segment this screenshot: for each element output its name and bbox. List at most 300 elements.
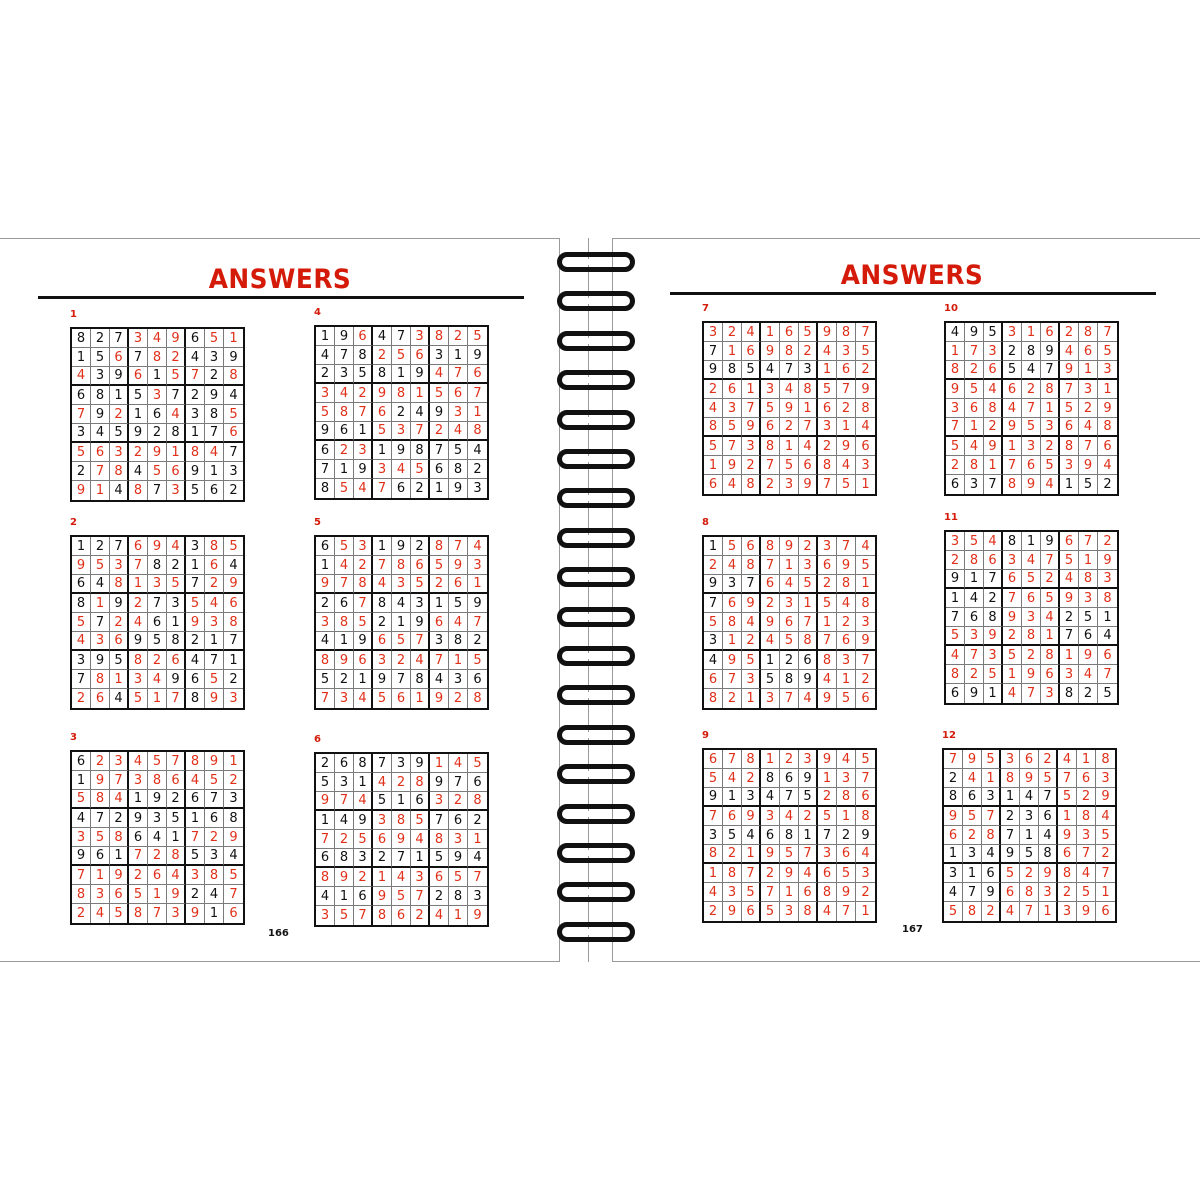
grid-cell: 4	[780, 575, 799, 594]
grid-cell: 9	[72, 847, 91, 866]
grid-cell: 9	[148, 443, 167, 462]
grid-cell: 7	[1039, 788, 1058, 807]
grid-cell: 6	[1098, 437, 1117, 456]
grid-cell: 4	[761, 632, 780, 651]
grid-cell: 5	[411, 460, 430, 479]
grid-cell: 3	[392, 422, 411, 441]
grid-cell: 5	[148, 462, 167, 481]
grid-cell: 8	[944, 788, 963, 807]
grid-cell: 3	[946, 399, 965, 418]
grid-cell: 4	[392, 868, 411, 887]
grid-cell: 4	[723, 769, 742, 788]
grid-cell: 4	[392, 460, 411, 479]
grid-cell: 8	[818, 456, 837, 475]
grid-cell: 1	[818, 769, 837, 788]
grid-cell: 5	[1096, 826, 1115, 845]
grid-cell: 1	[411, 384, 430, 403]
grid-cell: 1	[468, 575, 487, 594]
grid-cell: 5	[148, 632, 167, 651]
grid-cell: 2	[411, 906, 430, 925]
grid-cell: 6	[129, 537, 148, 556]
grid-cell: 4	[723, 475, 742, 494]
grid-cell: 5	[1020, 845, 1039, 864]
grid-cell: 2	[1003, 342, 1022, 361]
grid-cell: 5	[837, 475, 856, 494]
grid-cell: 2	[129, 594, 148, 613]
left-title-rule	[38, 296, 524, 299]
grid-cell: 5	[837, 689, 856, 708]
grid-cell: 2	[129, 866, 148, 885]
grid-cell: 3	[1096, 769, 1115, 788]
grid-cell: 6	[72, 386, 91, 405]
grid-cell: 7	[1003, 456, 1022, 475]
grid-cell: 4	[984, 380, 1003, 399]
grid-cell: 3	[354, 849, 373, 868]
grid-cell: 5	[167, 809, 186, 828]
grid-cell: 1	[837, 807, 856, 826]
grid-cell: 4	[148, 670, 167, 689]
grid-cell: 3	[1079, 380, 1098, 399]
grid-cell: 3	[148, 575, 167, 594]
binding-ring	[557, 291, 635, 311]
grid-cell: 2	[856, 670, 875, 689]
grid-cell: 8	[1060, 437, 1079, 456]
grid-cell: 8	[72, 885, 91, 904]
sudoku-grid	[944, 530, 1119, 705]
grid-cell: 9	[1022, 665, 1041, 684]
grid-cell: 1	[799, 594, 818, 613]
grid-cell: 8	[392, 384, 411, 403]
grid-cell: 2	[704, 902, 723, 921]
grid-cell: 3	[1077, 826, 1096, 845]
grid-cell: 6	[224, 594, 243, 613]
grid-cell: 7	[1041, 551, 1060, 570]
grid-cell: 5	[129, 386, 148, 405]
grid-cell: 8	[761, 437, 780, 456]
grid-cell: 4	[856, 537, 875, 556]
grid-cell: 5	[449, 441, 468, 460]
grid-cell: 2	[1079, 684, 1098, 703]
grid-cell: 1	[224, 329, 243, 348]
grid-cell: 2	[205, 828, 224, 847]
grid-cell: 1	[373, 537, 392, 556]
grid-cell: 3	[1041, 684, 1060, 703]
grid-cell: 1	[354, 422, 373, 441]
grid-cell: 8	[723, 361, 742, 380]
grid-cell: 5	[982, 750, 1001, 769]
grid-cell: 9	[468, 346, 487, 365]
grid-cell: 3	[205, 613, 224, 632]
grid-cell: 2	[799, 537, 818, 556]
grid-cell: 3	[742, 437, 761, 456]
grid-cell: 2	[411, 479, 430, 498]
grid-cell: 8	[205, 405, 224, 424]
grid-cell: 6	[186, 670, 205, 689]
grid-cell: 8	[837, 575, 856, 594]
grid-cell: 5	[704, 613, 723, 632]
grid-cell: 5	[856, 342, 875, 361]
grid-cell: 3	[373, 460, 392, 479]
grid-cell: 3	[1039, 883, 1058, 902]
grid-cell: 5	[72, 790, 91, 809]
grid-cell: 5	[944, 902, 963, 921]
grid-cell: 8	[856, 594, 875, 613]
grid-cell: 2	[799, 342, 818, 361]
grid-cell: 8	[963, 902, 982, 921]
grid-cell: 9	[167, 329, 186, 348]
grid-cell: 1	[1022, 323, 1041, 342]
grid-cell: 8	[316, 651, 335, 670]
grid-cell: 3	[818, 845, 837, 864]
grid-cell: 1	[224, 752, 243, 771]
grid-cell: 7	[837, 537, 856, 556]
grid-cell: 7	[148, 481, 167, 500]
grid-cell: 3	[316, 906, 335, 925]
grid-cell: 3	[723, 575, 742, 594]
grid-cell: 8	[224, 613, 243, 632]
grid-cell: 1	[392, 613, 411, 632]
grid-cell: 8	[72, 594, 91, 613]
grid-cell: 4	[373, 575, 392, 594]
grid-cell: 8	[205, 537, 224, 556]
grid-cell: 3	[473, 481, 482, 496]
grid-cell: 9	[856, 380, 875, 399]
grid-cell: 2	[1077, 788, 1096, 807]
grid-cell: 2	[392, 773, 411, 792]
grid-cell: 8	[742, 750, 761, 769]
grid-cell: 4	[944, 883, 963, 902]
sudoku-grid	[70, 750, 245, 925]
grid-cell: 4	[411, 830, 430, 849]
grid-cell: 9	[1022, 475, 1041, 494]
grid-cell: 1	[982, 769, 1001, 788]
grid-cell: 2	[316, 754, 335, 773]
binding-ring	[557, 607, 635, 627]
puzzle-number: 3	[70, 732, 77, 743]
binding-ring	[557, 685, 635, 705]
grid-cell: 7	[354, 403, 373, 422]
grid-cell: 6	[1058, 845, 1077, 864]
grid-cell: 8	[473, 691, 482, 706]
grid-cell: 3	[335, 689, 354, 708]
grid-cell: 9	[1098, 551, 1117, 570]
grid-cell: 6	[946, 684, 965, 703]
grid-cell: 2	[468, 632, 487, 651]
grid-cell: 7	[110, 329, 129, 348]
grid-cell: 3	[946, 532, 965, 551]
grid-cell: 4	[167, 405, 186, 424]
grid-cell: 2	[110, 613, 129, 632]
grid-cell: 7	[837, 902, 856, 921]
grid-cell: 1	[430, 754, 449, 773]
binding-ring	[557, 725, 635, 745]
grid-cell: 8	[148, 771, 167, 790]
grid-cell: 8	[167, 847, 186, 866]
grid-cell: 5	[205, 771, 224, 790]
grid-cell: 2	[1098, 532, 1117, 551]
grid-cell: 7	[205, 651, 224, 670]
grid-cell: 5	[205, 670, 224, 689]
grid-cell: 6	[1060, 532, 1079, 551]
grid-cell: 1	[316, 556, 335, 575]
right-page-title: ANSWERS	[840, 260, 984, 291]
grid-cell: 1	[1001, 788, 1020, 807]
grid-cell: 1	[780, 556, 799, 575]
grid-cell: 3	[411, 594, 430, 613]
grid-cell: 1	[963, 864, 982, 883]
grid-cell: 9	[704, 361, 723, 380]
grid-cell: 4	[1079, 665, 1098, 684]
grid-cell: 3	[186, 537, 205, 556]
grid-cell: 3	[965, 475, 984, 494]
grid-cell: 7	[167, 689, 186, 708]
grid-cell: 3	[965, 627, 984, 646]
grid-cell: 4	[205, 594, 224, 613]
grid-cell: 8	[335, 849, 354, 868]
grid-cell: 7	[818, 475, 837, 494]
grid-cell: 8	[148, 348, 167, 367]
grid-cell: 3	[468, 887, 487, 906]
grid-cell: 5	[468, 327, 487, 346]
grid-cell: 5	[818, 807, 837, 826]
grid-cell: 3	[129, 771, 148, 790]
grid-cell: 7	[799, 613, 818, 632]
grid-cell: 4	[167, 866, 186, 885]
grid-cell: 9	[946, 380, 965, 399]
grid-cell: 4	[167, 537, 186, 556]
sudoku-grid	[942, 748, 1117, 923]
grid-cell: 4	[186, 651, 205, 670]
grid-cell: 6	[468, 670, 487, 689]
grid-cell: 8	[837, 323, 856, 342]
grid-cell: 4	[354, 792, 373, 811]
grid-cell: 8	[799, 380, 818, 399]
grid-cell: 5	[468, 754, 487, 773]
grid-cell: 4	[430, 365, 449, 384]
grid-cell: 9	[354, 632, 373, 651]
grid-cell: 9	[1079, 646, 1098, 665]
grid-cell: 1	[335, 887, 354, 906]
grid-cell: 2	[1039, 750, 1058, 769]
grid-cell: 5	[723, 418, 742, 437]
sudoku-grid	[314, 535, 489, 710]
grid-cell: 8	[1058, 864, 1077, 883]
grid-cell: 4	[1022, 551, 1041, 570]
grid-cell: 7	[430, 651, 449, 670]
grid-cell: 7	[373, 754, 392, 773]
grid-cell: 4	[1058, 750, 1077, 769]
grid-cell: 9	[373, 384, 392, 403]
grid-cell: 5	[354, 365, 373, 384]
grid-cell: 8	[335, 403, 354, 422]
grid-cell: 8	[167, 424, 186, 443]
grid-cell: 8	[316, 868, 335, 887]
grid-cell: 4	[818, 902, 837, 921]
grid-cell: 9	[129, 632, 148, 651]
grid-cell: 9	[1039, 864, 1058, 883]
grid-cell: 9	[1058, 826, 1077, 845]
grid-cell: 5	[965, 380, 984, 399]
grid-cell: 4	[1003, 399, 1022, 418]
grid-cell: 2	[72, 904, 91, 923]
grid-cell: 2	[1022, 380, 1041, 399]
grid-cell: 9	[186, 904, 205, 923]
grid-cell: 6	[373, 632, 392, 651]
grid-cell: 9	[72, 556, 91, 575]
grid-cell: 6	[449, 575, 468, 594]
grid-cell: 1	[373, 868, 392, 887]
grid-cell: 1	[1022, 532, 1041, 551]
grid-cell: 8	[224, 367, 243, 386]
grid-cell: 6	[1003, 570, 1022, 589]
grid-cell: 9	[354, 811, 373, 830]
grid-cell: 9	[224, 575, 243, 594]
grid-cell: 5	[411, 811, 430, 830]
grid-cell: 7	[167, 386, 186, 405]
grid-cell: 1	[110, 847, 129, 866]
grid-cell: 4	[1041, 475, 1060, 494]
grid-cell: 9	[965, 684, 984, 703]
grid-cell: 9	[411, 613, 430, 632]
grid-cell: 5	[224, 866, 243, 885]
puzzle-number: 7	[702, 303, 709, 314]
grid-cell: 2	[186, 386, 205, 405]
grid-cell: 7	[1098, 323, 1117, 342]
grid-cell: 2	[449, 792, 468, 811]
puzzle-number: 10	[944, 303, 958, 314]
grid-cell: 6	[449, 811, 468, 830]
grid-cell: 7	[761, 456, 780, 475]
grid-cell: 1	[965, 570, 984, 589]
grid-cell: 6	[861, 691, 870, 706]
grid-cell: 8	[430, 537, 449, 556]
grid-cell: 5	[224, 405, 243, 424]
grid-cell: 7	[761, 883, 780, 902]
grid-cell: 3	[1020, 807, 1039, 826]
grid-cell: 3	[1003, 551, 1022, 570]
grid-cell: 7	[72, 670, 91, 689]
grid-cell: 3	[1098, 570, 1117, 589]
grid-cell: 3	[110, 443, 129, 462]
puzzle-number: 11	[944, 512, 958, 523]
grid-cell: 6	[818, 399, 837, 418]
grid-cell: 6	[1001, 883, 1020, 902]
grid-cell: 7	[780, 361, 799, 380]
grid-cell: 5	[723, 826, 742, 845]
grid-cell: 9	[148, 537, 167, 556]
grid-cell: 7	[186, 575, 205, 594]
grid-cell: 1	[780, 883, 799, 902]
binding-ring	[557, 882, 635, 902]
grid-cell: 9	[1020, 769, 1039, 788]
grid-cell: 9	[723, 651, 742, 670]
grid-cell: 5	[837, 864, 856, 883]
grid-cell: 2	[411, 537, 430, 556]
grid-cell: 5	[354, 830, 373, 849]
grid-cell: 6	[818, 864, 837, 883]
grid-cell: 3	[354, 537, 373, 556]
grid-cell: 9	[91, 771, 110, 790]
grid-cell: 7	[1041, 361, 1060, 380]
grid-cell: 4	[72, 367, 91, 386]
grid-cell: 7	[856, 651, 875, 670]
grid-cell: 4	[148, 329, 167, 348]
grid-cell: 5	[1041, 456, 1060, 475]
grid-cell: 1	[72, 771, 91, 790]
grid-cell: 9	[723, 902, 742, 921]
grid-cell: 6	[392, 479, 411, 498]
grid-cell: 8	[1022, 627, 1041, 646]
grid-cell: 8	[430, 327, 449, 346]
grid-cell: 9	[373, 887, 392, 906]
grid-cell: 3	[818, 418, 837, 437]
grid-cell: 9	[449, 556, 468, 575]
grid-cell: 3	[72, 651, 91, 670]
grid-cell: 5	[963, 807, 982, 826]
grid-cell: 1	[72, 537, 91, 556]
grid-cell: 6	[72, 575, 91, 594]
grid-cell: 9	[449, 849, 468, 868]
grid-cell: 3	[963, 845, 982, 864]
grid-cell: 2	[799, 807, 818, 826]
grid-cell: 4	[205, 885, 224, 904]
grid-cell: 7	[148, 594, 167, 613]
grid-cell: 3	[186, 405, 205, 424]
grid-cell: 2	[354, 868, 373, 887]
puzzle-number: 8	[702, 517, 709, 528]
grid-cell: 7	[1001, 826, 1020, 845]
grid-cell: 5	[761, 902, 780, 921]
grid-cell: 1	[1077, 750, 1096, 769]
grid-cell: 8	[148, 556, 167, 575]
grid-cell: 9	[91, 651, 110, 670]
binding-ring	[557, 410, 635, 430]
grid-cell: 3	[411, 868, 430, 887]
grid-cell: 7	[148, 904, 167, 923]
grid-cell: 9	[837, 883, 856, 902]
grid-cell: 1	[861, 904, 870, 919]
grid-cell: 6	[224, 424, 243, 443]
grid-cell: 7	[1060, 380, 1079, 399]
grid-cell: 8	[965, 551, 984, 570]
grid-cell: 9	[1003, 418, 1022, 437]
grid-cell: 7	[411, 422, 430, 441]
grid-cell: 1	[373, 441, 392, 460]
grid-cell: 6	[723, 594, 742, 613]
grid-cell: 2	[742, 456, 761, 475]
grid-cell: 1	[837, 418, 856, 437]
grid-cell: 8	[1003, 475, 1022, 494]
grid-cell: 3	[944, 864, 963, 883]
grid-cell: 8	[430, 830, 449, 849]
grid-cell: 8	[224, 809, 243, 828]
grid-cell: 4	[742, 826, 761, 845]
grid-cell: 2	[335, 441, 354, 460]
grid-cell: 6	[1079, 342, 1098, 361]
grid-cell: 1	[110, 670, 129, 689]
grid-cell: 4	[1098, 627, 1117, 646]
grid-cell: 6	[91, 847, 110, 866]
grid-cell: 2	[186, 632, 205, 651]
grid-cell: 2	[167, 790, 186, 809]
grid-cell: 4	[742, 613, 761, 632]
grid-cell: 2	[761, 864, 780, 883]
grid-cell: 1	[1079, 361, 1098, 380]
grid-cell: 8	[984, 399, 1003, 418]
grid-cell: 4	[316, 346, 335, 365]
grid-cell: 2	[449, 689, 468, 708]
grid-cell: 9	[316, 422, 335, 441]
